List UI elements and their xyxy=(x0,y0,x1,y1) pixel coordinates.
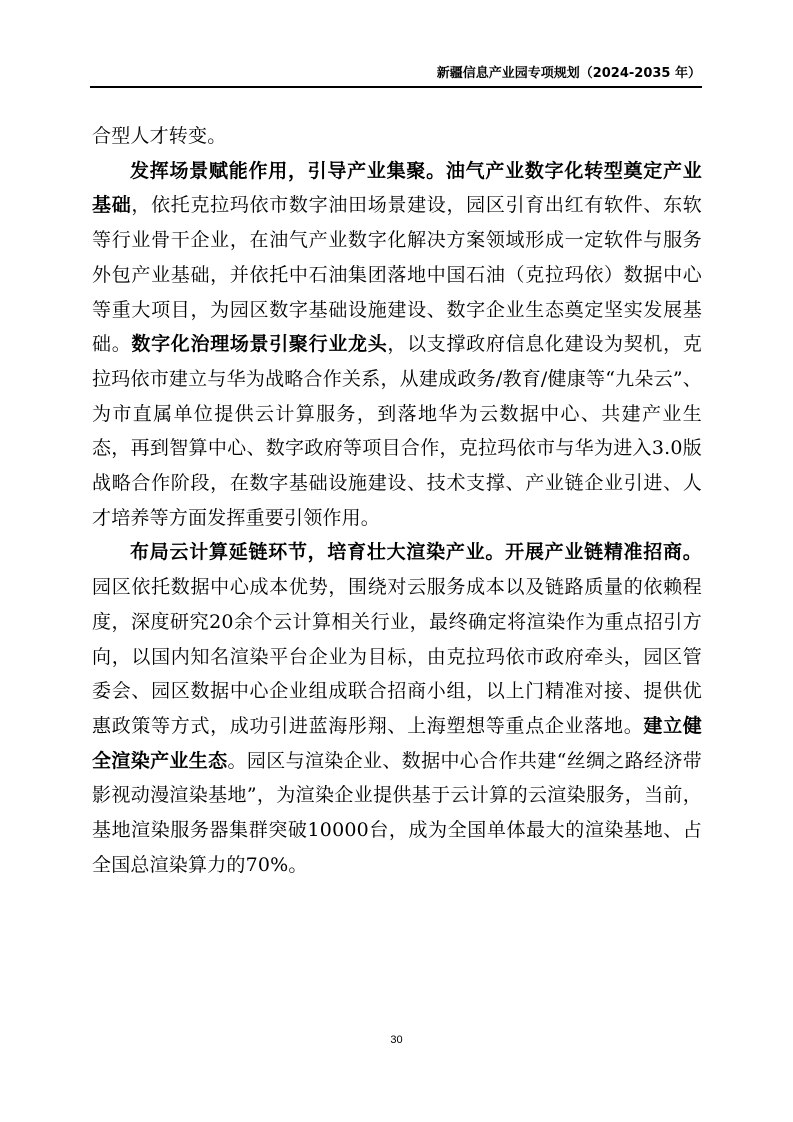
bold-heading: 数字化治理场景引聚行业龙头 xyxy=(131,333,388,356)
page-number: 30 xyxy=(390,1034,403,1046)
text-segment: 合型人才转变。 xyxy=(92,125,227,147)
bold-heading: 布局云计算延链环节，培育壮大渲染产业。开展产业链精准招商。 xyxy=(130,541,702,564)
text-segment: ，以支撑政府信息化建设为契机，克拉玛依市建立与华为战略合作关系，从建成政务/教育/健康等“九朵云”、为市直属单位提供云计算服务，到落地华为云数据中心、共建产业生态，再到智算中心、数字政府等项目合作，克拉玛依市与华为进入3.0版战略合作阶段，在数字基础设施建设、技术支撑、产业链企业引进、人才培养等方面发挥重要引领作用。 xyxy=(92,333,702,529)
text-segment: 。园区与渲染企业、数据中心合作共建“丝绸之路经济带影视动漫渲染基地”，为渲染企业提供基于云计算的云渲染服务，当前，基地渲染服务器集群突破10000台，成为全国单体最大的渲染基地、占全国总渲染算力的70%。 xyxy=(92,749,703,876)
header-rule xyxy=(90,86,702,88)
paragraph-cloud-rendering xyxy=(92,535,702,882)
text-segment: ，依托克拉玛依市数字油田场景建设，园区引育出红有软件、东软等行业骨干企业，在油气产业数字化解决方案领域形成一定软件与服务外包产业基础，并依托中石油集团落地中国石油（克拉玛依）数据中心等重大项目，为园区数字基础设施建设、数字企业生态奠定坚实发展基础。 xyxy=(92,194,702,356)
text-segment: 园区依托数据中心成本优势，围绕对云服务成本以及链路质量的依赖程度，深度研究20余个云计算相关行业，最终确定将渲染作为重点招引方向，以国内知名渲染平台企业为目标，由克拉玛依市政府牵头，园区管委会、园区数据中心企业组成联合招商小组，以上门精准对接、提供优惠政策等方式，成功引进蓝海彤翔、上海塑想等重点企业落地。 xyxy=(92,576,702,737)
bold-heading: 发挥场景赋能作用，引导产业集聚。油气产业数字化转型奠定产业基础 xyxy=(92,159,702,217)
bold-heading: 建立健全渲染产业生态 xyxy=(92,714,702,772)
paragraph-continued xyxy=(92,119,702,154)
running-header: 新疆信息产业园专项规划（2024-2035 年） xyxy=(436,66,701,81)
body-text xyxy=(92,119,702,882)
paragraph-scene-empowerment xyxy=(92,154,702,536)
